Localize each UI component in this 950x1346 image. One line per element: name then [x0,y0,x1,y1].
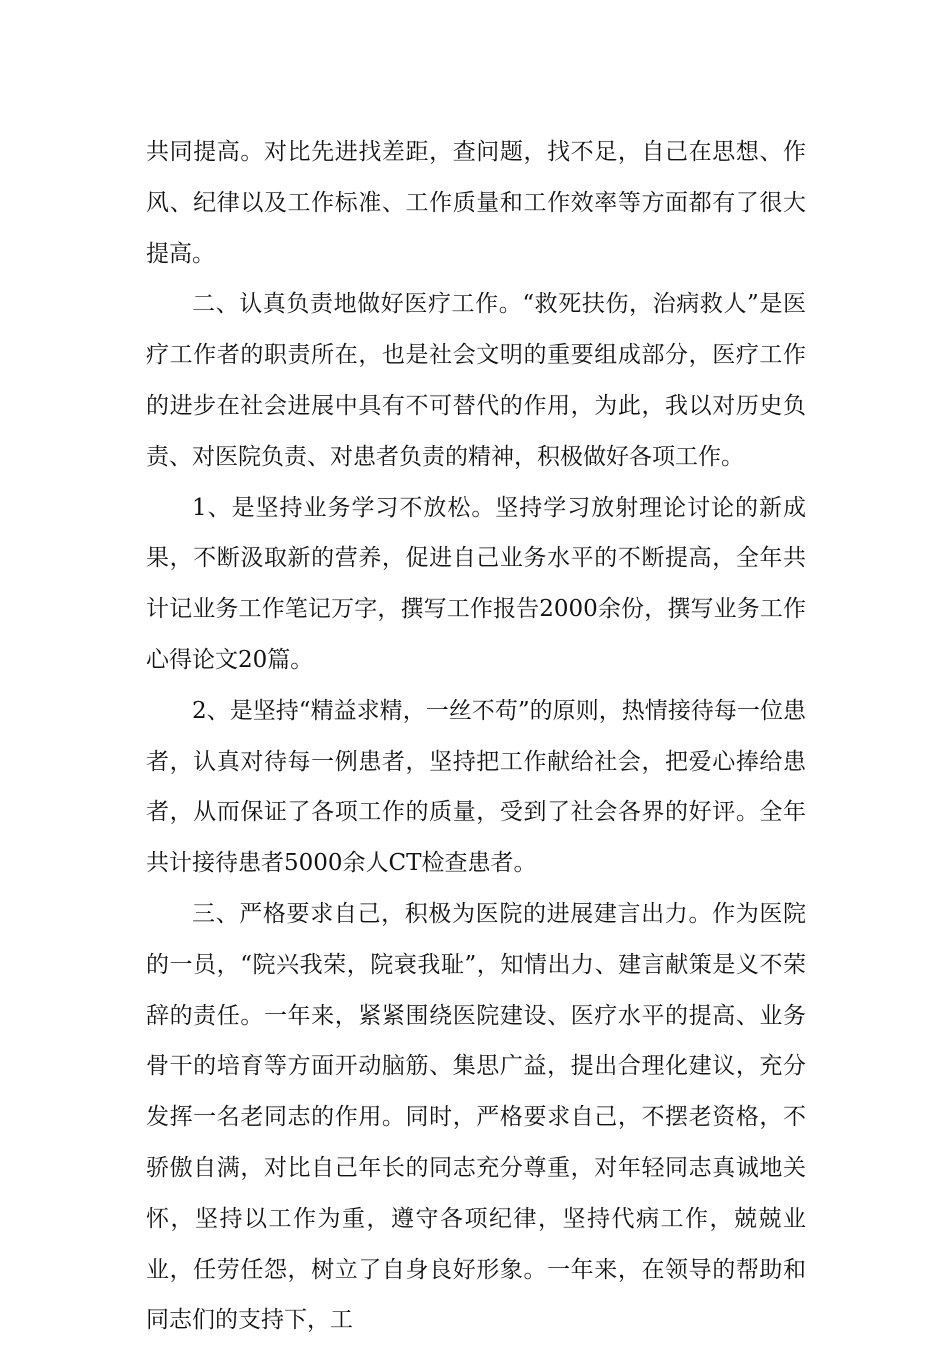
paragraph-continuation: 共同提高。对比先进找差距，查问题，找不足，自己在思想、作风、纪律以及工作标准、工作质量和工作效率等方面都有了很大提高。 [146,139,806,267]
paragraph-section-two: 二、认真负责地做好医疗工作。“救死扶伤，治病救人”是医疗工作者的职责所在，也是社会文明的重要组成部分，医疗工作的进步在社会进展中具有不可替代的作用，为此，我以对历史负责、对医院负责、对患者负责的精神，积极做好各项工作。 [146,291,806,470]
paragraph-item-two: 2、是坚持“精益求精，一丝不苟”的原则，热情接待每一位患者，认真对待每一例患者，坚持把工作献给社会，把爱心捧给患者，从而保证了各项工作的质量，受到了社会各界的好评。全年共计接待患者5000余人CT检查患者。 [146,697,806,877]
paragraph-section-three: 三、严格要求自己，积极为医院的进展建言出力。作为医院的一员，“院兴我荣，院衰我耻”，知情出力、建言献策是义不荣辞的责任。一年来，紧紧围绕医院建设、医疗水平的提高、业务骨干的培育等方面开动脑筋、集思广益，提出合理化建议，充分发挥一名老同志的作用。同时，严格要求自己，不摆老资格，不骄傲自满，对比自己年长的同志充分尊重，对年轻同志真诚地关怀，坚持以工作为重，遵守各项纪律，坚持代病工作，兢兢业业，任劳任怨，树立了自身良好形象。一年来，在领导的帮助和同志们的支持下，工 [146,900,806,1334]
document-body [146,127,806,1346]
paragraph-item-one: 1、是坚持业务学习不放松。坚持学习放射理论讨论的新成果，不断汲取新的营养，促进自己业务水平的不断提高，全年共计记业务工作笔记万字，撰写工作报告2000余份，撰写业务工作心得论文20篇。 [146,494,806,673]
